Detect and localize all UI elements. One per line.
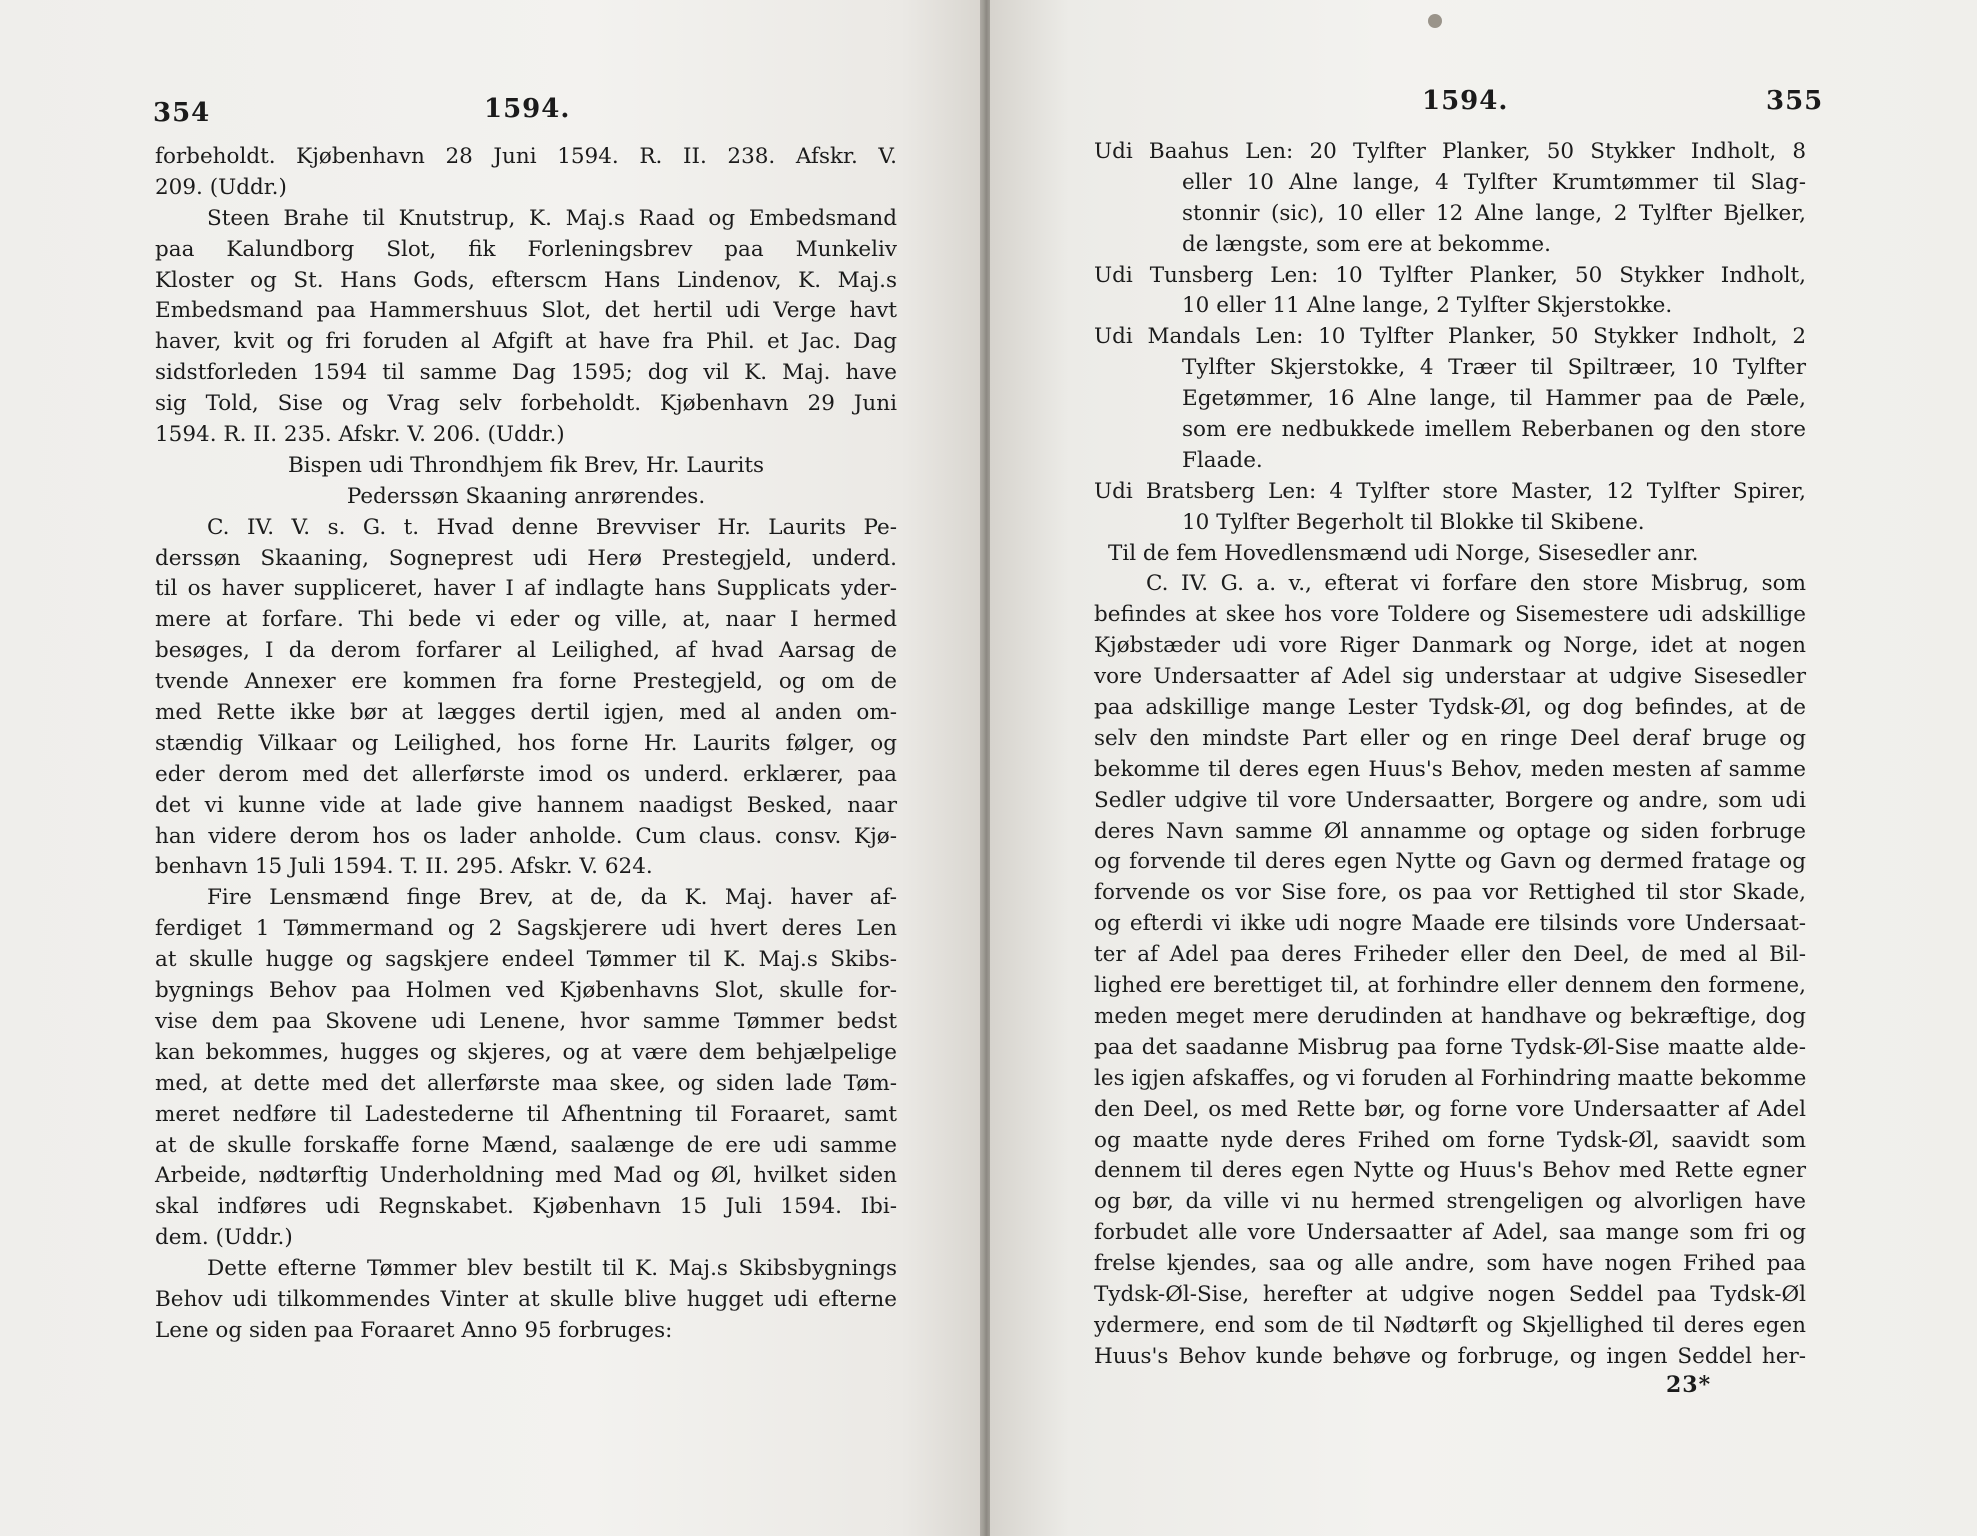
text-line: bygnings Behov paa Holmen ved Kjøbenhavns Slot, skulle for- — [155, 978, 897, 1004]
text-line: Udi Tunsberg Len: 10 Tylfter Planker, 50 Stykker Indholt, — [1094, 262, 1806, 288]
text-line: Behov udi tilkommendes Vinter at skulle blive hugget udi efterne — [155, 1286, 897, 1312]
text-line: Udi Mandals Len: 10 Tylfter Planker, 50 Stykker Indholt, 2 — [1094, 324, 1806, 350]
text-line: Egetømmer, 16 Alne lange, til Hammer paa de Pæle, — [1182, 386, 1806, 412]
text-line: derssøn Skaaning, Sogneprest udi Herø Prestegjeld, underd. — [155, 545, 897, 571]
text-line: Lene og siden paa Foraaret Anno 95 forbruges: — [155, 1317, 673, 1343]
text-line: og efterdi vi ikke udi nogre Maade ere tilsinds vore Undersaat- — [1094, 911, 1806, 937]
text-line: Arbeide, nødtørftig Underholdning med Mad og Øl, hvilket siden — [155, 1163, 897, 1189]
text-line: at de skulle forskaffe forne Mænd, saalænge de ere udi samme — [155, 1132, 897, 1158]
text-line: sidstforleden 1594 til samme Dag 1595; dog vil K. Maj. have — [155, 360, 897, 386]
text-line: frelse kjendes, saa og alle andre, som have nogen Frihed paa — [1094, 1251, 1806, 1277]
text-line: benhavn 15 Juli 1594. T. II. 295. Afskr. V. 624. — [155, 854, 653, 880]
text-line: Kloster og St. Hans Gods, efterscm Hans Lindenov, K. Maj.s — [155, 267, 897, 293]
signature-mark: 23* — [1666, 1372, 1712, 1398]
ink-spot — [1428, 14, 1442, 28]
text-line: Kjøbstæder udi vore Riger Danmark og Norge, idet at nogen — [1094, 633, 1806, 659]
text-line: Sedler udgive til vore Undersaatter, Borgere og andre, som udi — [1094, 787, 1806, 813]
text-line: forvende os vor Sise fore, os paa vor Rettighed til stor Skade, — [1094, 880, 1806, 906]
text-line: vore Undersaatter af Adel sig understaar at udgive Sisesedler — [1094, 664, 1806, 690]
text-line: og forvende til deres egen Nytte og Gavn og dermed fratage og — [1094, 849, 1806, 875]
right-page — [990, 0, 1977, 1536]
text-line: mere at forfare. Thi bede vi eder og ville, at, naar I hermed — [155, 607, 897, 633]
text-line: Huus's Behov kunde behøve og forbruge, og ingen Seddel her- — [1094, 1343, 1806, 1369]
text-line: bekomme til deres egen Huus's Behov, meden mesten af samme — [1094, 756, 1806, 782]
text-line: som ere nedbukkede imellem Reberbanen og den store — [1182, 417, 1806, 443]
text-line: Steen Brahe til Knutstrup, K. Maj.s Raad og Embedsmand — [207, 205, 897, 231]
text-line: stonnir (sic), 10 eller 12 Alne lange, 2 Tylfter Bjelker, — [1182, 200, 1806, 226]
text-line: befindes at skee hos vore Toldere og Sisemestere udi adskillige — [1094, 602, 1806, 628]
text-line: deres Navn samme Øl annamme og optage og siden forbruge — [1094, 818, 1806, 844]
text-line: Udi Bratsberg Len: 4 Tylfter store Master, 12 Tylfter Spirer, — [1094, 478, 1806, 504]
text-line: og maatte nyde deres Frihed om forne Tydsk-Øl, saavidt som — [1094, 1127, 1806, 1153]
text-line: C. IV. V. s. G. t. Hvad denne Brevviser Hr. Laurits Pe- — [207, 514, 897, 540]
text-line: Tylfter Skjerstokke, 4 Træer til Spiltræer, 10 Tylfter — [1182, 355, 1806, 381]
text-line: eder derom med det allerførste imod os underd. erklærer, paa — [155, 761, 897, 787]
text-line: skal indføres udi Regnskabet. Kjøbenhavn 15 Juli 1594. Ibi- — [155, 1194, 897, 1220]
text-line: Dette efterne Tømmer blev bestilt til K. Maj.s Skibsbygnings — [207, 1256, 897, 1282]
text-line: dem. (Uddr.) — [155, 1225, 293, 1251]
text-line: ter af Adel paa deres Friheder eller den Deel, de med al Bil- — [1094, 942, 1806, 968]
text-line: Fire Lensmænd finge Brev, at de, da K. Maj. haver af- — [207, 885, 897, 911]
text-line: det vi kunne vide at lade give hannem naadigst Besked, naar — [155, 792, 897, 818]
section-heading: Pederssøn Skaaning anrørendes. — [346, 483, 706, 509]
page-number: 354 — [153, 98, 211, 128]
text-line: lighed ere berettiget til, at forhindre eller dennem den formene, — [1094, 973, 1806, 999]
running-head: 1594. — [484, 94, 571, 124]
section-heading: Til de fem Hovedlensmænd udi Norge, Sisesedler anr. — [1108, 540, 1699, 566]
text-line: 10 Tylfter Begerholt til Blokke til Skibene. — [1182, 509, 1645, 535]
text-line: forbeholdt. Kjøbenhavn 28 Juni 1594. R. II. 238. Afskr. V. — [155, 144, 897, 169]
text-line: forbudet alle vore Undersaatter af Adel, saa mange som fri og — [1094, 1220, 1806, 1246]
text-line: 1594. R. II. 235. Afskr. V. 206. (Uddr.) — [155, 422, 565, 448]
text-line: eller 10 Alne lange, 4 Tylfter Krumtømmer til Slag- — [1182, 169, 1806, 195]
text-line: kan bekommes, hugges og skjeres, og at være dem behjælpelige — [155, 1039, 897, 1065]
text-line: meden meget mere derudinden at handhave og bekræftige, dog — [1094, 1003, 1806, 1029]
text-line: dennem til deres egen Nytte og Huus's Behov med Rette egner — [1094, 1158, 1806, 1184]
text-line: paa adskillige mange Lester Tydsk-Øl, og dog befindes, at de — [1094, 695, 1806, 721]
text-line: paa Kalundborg Slot, fik Forleningsbrev paa Munkeliv — [155, 236, 897, 262]
text-line: Flaade. — [1182, 447, 1263, 473]
page-number: 355 — [1766, 86, 1824, 116]
text-line: han videre derom hos os lader anholde. Cum claus. consv. Kjø- — [155, 823, 897, 849]
right-text-block — [1094, 137, 1806, 1373]
text-line: ydermere, end som de til Nødtørft og Skjellighed til deres egen — [1094, 1312, 1806, 1338]
text-line: den Deel, os med Rette bør, og forne vore Undersaatter af Adel — [1094, 1096, 1806, 1122]
text-line: til os haver suppliceret, haver I af indlagte hans Supplicats yder- — [155, 576, 897, 602]
text-line: meret nedføre til Ladestederne til Afhentning til Foraaret, samt — [155, 1101, 897, 1127]
text-line: med, at dette med det allerførste maa skee, og siden lade Tøm- — [155, 1070, 897, 1096]
text-line: ferdiget 1 Tømmermand og 2 Sagskjerere udi hvert deres Len — [155, 916, 897, 942]
text-line: C. IV. G. a. v., efterat vi forfare den store Misbrug, som — [1146, 571, 1806, 597]
text-line: at skulle hugge og sagskjere endeel Tømmer til K. Maj.s Skibs- — [155, 947, 897, 973]
text-line: haver, kvit og fri foruden al Afgift at have fra Phil. et Jac. Dag — [155, 329, 897, 355]
text-line: og bør, da ville vi nu hermed strengeligen og alvorligen have — [1094, 1189, 1806, 1215]
text-line: de længste, som ere at bekomme. — [1182, 231, 1551, 257]
left-text-block — [155, 142, 897, 1347]
text-line: selv den mindste Part eller og en ringe Deel deraf bruge og — [1094, 725, 1806, 751]
left-page — [0, 0, 980, 1536]
text-line: Udi Baahus Len: 20 Tylfter Planker, 50 Stykker Indholt, 8 — [1094, 139, 1806, 164]
text-line: Tydsk-Øl-Sise, herefter at udgive nogen Seddel paa Tydsk-Øl — [1094, 1281, 1806, 1307]
text-line: les igjen afskaffes, og vi foruden al Forhindring maatte bekomme — [1094, 1065, 1807, 1091]
text-line: tvende Annexer ere kommen fra forne Prestegjeld, og om de — [155, 669, 897, 695]
text-line: sig Told, Sise og Vrag selv forbeholdt. Kjøbenhavn 29 Juni — [155, 391, 897, 417]
section-heading: Bispen udi Throndhjem fik Brev, Hr. Laurits — [287, 452, 765, 478]
text-line: Embedsmand paa Hammershuus Slot, det hertil udi Verge havt — [155, 298, 897, 324]
text-line: med Rette ikke bør at lægges dertil igjen, med al anden om- — [155, 700, 897, 726]
text-line: 209. (Uddr.) — [155, 174, 287, 200]
text-line: 10 eller 11 Alne lange, 2 Tylfter Skjerstokke. — [1182, 293, 1673, 319]
text-line: vise dem paa Skovene udi Lenene, hvor samme Tømmer bedst — [155, 1008, 897, 1034]
text-line: stændig Vilkaar og Leilighed, hos forne Hr. Laurits følger, og — [155, 730, 897, 756]
running-head: 1594. — [1422, 86, 1509, 116]
text-line: paa det saadanne Misbrug paa forne Tydsk-Øl-Sise maatte alde- — [1094, 1034, 1806, 1060]
text-line: besøges, I da derom forfarer al Leilighed, af hvad Aarsag de — [155, 638, 897, 664]
